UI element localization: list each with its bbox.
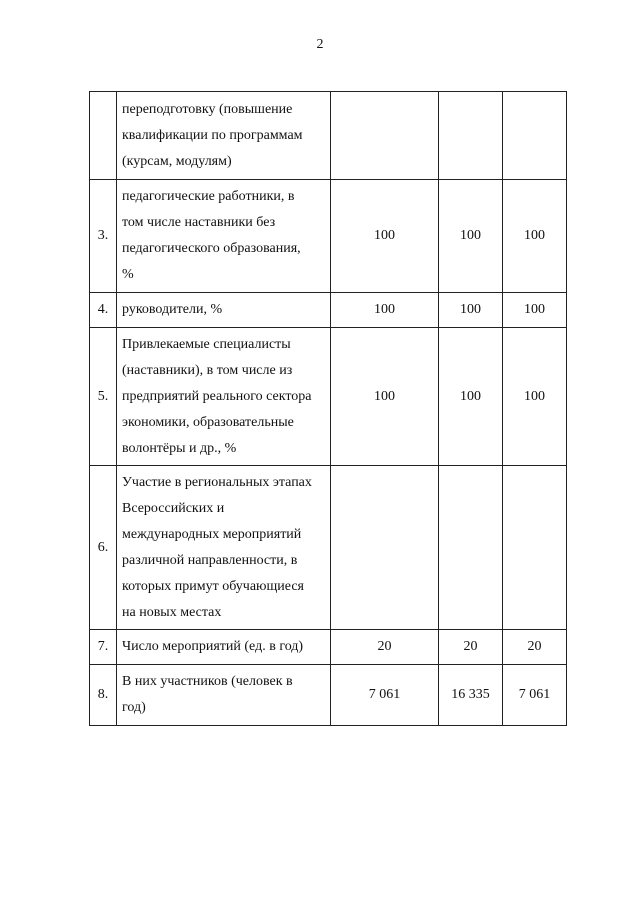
value-cell-2 <box>439 466 503 630</box>
table-row <box>90 665 567 726</box>
value-cell-3: 100 <box>503 293 567 328</box>
value-cell-2: 100 <box>439 328 503 466</box>
value-cell-3 <box>503 466 567 630</box>
row-number: 7. <box>90 630 117 665</box>
row-number: 4. <box>90 293 117 328</box>
row-description: Число мероприятий (ед. в год) <box>117 630 331 665</box>
row-number <box>90 92 117 180</box>
value-cell-3: 7 061 <box>503 665 567 726</box>
value-cell-3: 20 <box>503 630 567 665</box>
value-cell-1: 7 061 <box>331 665 439 726</box>
row-number: 8. <box>90 665 117 726</box>
row-description: педагогические работники, в том числе наставники без педагогического образования, % <box>117 180 331 293</box>
value-cell-1 <box>331 92 439 180</box>
table-row <box>90 328 567 466</box>
row-description: переподготовку (повышение квалификации по программам (курсам, модулям) <box>117 92 331 180</box>
value-cell-1: 100 <box>331 180 439 293</box>
page-number: 2 <box>316 37 324 52</box>
row-number: 6. <box>90 466 117 630</box>
value-cell-3: 100 <box>503 180 567 293</box>
value-cell-2: 16 335 <box>439 665 503 726</box>
value-cell-2: 100 <box>439 180 503 293</box>
table-row <box>90 630 567 665</box>
table-row <box>90 180 567 293</box>
value-cell-2 <box>439 92 503 180</box>
row-description: Привлекаемые специалисты (наставники), в том числе из предприятий реального сектора экономики, образовательные волонтёры и др., % <box>117 328 331 466</box>
value-cell-1 <box>331 466 439 630</box>
row-description: руководители, % <box>117 293 331 328</box>
indicators-table <box>89 91 567 726</box>
value-cell-1: 100 <box>331 328 439 466</box>
value-cell-2: 20 <box>439 630 503 665</box>
table-row <box>90 293 567 328</box>
value-cell-3: 100 <box>503 328 567 466</box>
value-cell-1: 100 <box>331 293 439 328</box>
table-row <box>90 92 567 180</box>
row-description: Участие в региональных этапах Всероссийских и международных мероприятий различной направленности, в которых примут обучающиеся на новых местах <box>117 466 331 630</box>
row-number: 5. <box>90 328 117 466</box>
value-cell-2: 100 <box>439 293 503 328</box>
row-number: 3. <box>90 180 117 293</box>
table-row <box>90 466 567 630</box>
value-cell-1: 20 <box>331 630 439 665</box>
value-cell-3 <box>503 92 567 180</box>
row-description: В них участников (человек в год) <box>117 665 331 726</box>
